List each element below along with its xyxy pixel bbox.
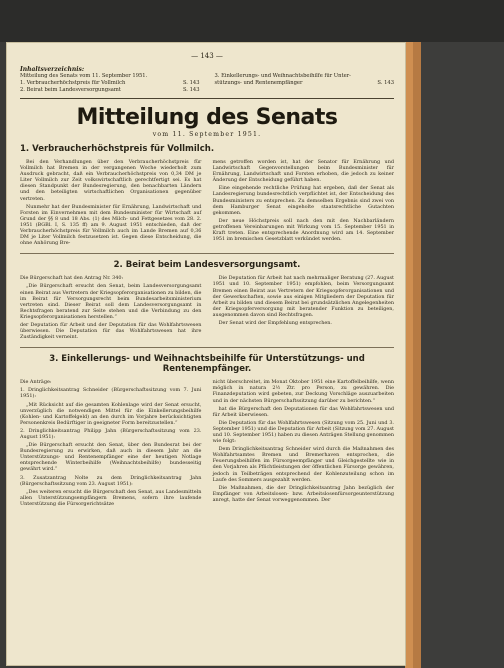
toc-item <box>214 80 394 87</box>
paragraph: 2. Dringlichkeitsantrag Philipp Jahn (Bürgerschaftssitzung vom 23. August 1951): <box>20 427 202 440</box>
section-1-heading: 1. Verbraucherhöchstpreis für Vollmilch. <box>20 144 215 154</box>
paragraph: Die Maßnahmen, die der Dringlichkeitsantrag Jahn bezüglich der Empfänger von Arbeitslosen- bzw. Arbeitslosenfürsorgeunterstützung anregt, hatte der Senat vorweggenommen. Der <box>212 484 394 503</box>
toc-item-label: 1. Verbraucherhöchstpreis für Vollmilch <box>20 80 126 86</box>
paragraph: 1. Dringlichkeitsantrag Schneider (Bürgerschaftssitzung vom 7. Juni 1951): <box>20 387 202 400</box>
section-3-heading: 3. Einkellerungs- und Weihnachtsbeihilfe für Unterstützungs- und Rentenempfänger. <box>49 354 365 375</box>
paragraph: Bei den Verhandlungen über den Verbraucherhöchstpreis für Vollmilch hat Bremen in der vergangenen Woche wiederholt zum Ausdruck gebracht, daß ein Verbraucherhöchstpreis von 0,34 DM je Liter Vollmilch zur Zeit volkswirtschaftlich gerechtfertigt sei. Es hat diesen Standpunkt der Bundesregierung, den benachbarten Ländern und den beteiligten wirtschaftlichen Organisationen gegenüber vertreten. <box>20 159 202 202</box>
toc-item-label: 2. Beirat beim Landesversorgungsamt <box>20 87 121 93</box>
toc-item-page: S. 143 <box>182 87 200 93</box>
table-of-contents <box>20 66 394 94</box>
paragraph: „Mit Rücksicht auf die gesamten Kohlenlage wird der Senat ersucht, unverzüglich die notwendigen Mittel für die Einkellerungsbeihilfe (Kohlen- und Kartoffelgeld) an den durch im Vorjahre berücksichtigten Personenkreis Bedürftiger in geeigneter Form bereitzustellen.“ <box>20 401 202 426</box>
section-2-body <box>20 275 394 342</box>
paragraph: Die Anträge: <box>20 379 52 386</box>
scanner-background-top <box>0 0 504 42</box>
page-content <box>20 52 394 509</box>
paragraph: Der Senat wird der Empfehlung entsprechen. <box>218 319 332 326</box>
section-1-body <box>20 159 394 248</box>
paragraph: Nunmehr hat der Bundesminister für Ernährung, Landwirtschaft und Forsten im Einvernehmen mit dem Bundesminister für Wirtschaft auf Grund der §§ 8 und 18 Abs. (1) des Milch- und Fettgesetzes vom 28. 2. 1951 (BGBl. I, S. 135 ff) am 9. August 1951 entschieden, daß der Verbraucherhöchstpreis für Vollmilch auch im Lande Bremen auf 0,36 DM je Liter Vollmilch festzusetzen ist. Gegen diese Entscheidung, die ohne Anhörung Bre- <box>20 203 202 247</box>
document-page <box>6 42 406 666</box>
paragraph: Die Deputation für Arbeit hat nach mehrmaliger Beratung (27. August 1951 und 10. September 1951) empfohlen, beim Versorgungsamt Bremen einen Beirat aus Vertretern der Kriegsopferorganisationen und der Gewerkschaften, sowie aus einigen Mitgliedern der Deputation für Arbeit zu bilden und diesem Beirat bei grundsätzlichen Angelegenheiten der Kriegsopferversorgung mit beratender Funktion zu beteiligen, ausgenommen davon sind Rechtsfragen. <box>212 275 394 318</box>
paragraph: mens getroffen worden ist, hat der Senator für Ernährung und Landwirtschaft Gegenvorstellungen beim Bundesminister für Ernährung, Landwirtschaft und Forsten erhoben, die jedoch zu keiner Änderung der Entscheidung geführt haben. <box>212 159 394 184</box>
toc-item-page: S. 143 <box>377 80 394 86</box>
divider <box>20 98 394 99</box>
paragraph: der Deputation für Arbeit und der Deputation für das Wohlfahrtswesen überwiesen. Die Deputation für das Wohlfahrtswesen hat ihre Zuständigkeit verneint. <box>20 321 202 341</box>
paragraph: Die Bürgerschaft hat den Antrag Nr. 340: <box>20 275 124 282</box>
scanner-background-right <box>421 42 504 668</box>
page-number: — 143 — <box>191 52 223 60</box>
toc-intro: Mitteilung des Senats vom 11. September 1951. <box>20 73 148 79</box>
toc-heading: Inhaltsverzeichnis: <box>20 66 85 73</box>
divider <box>20 253 394 254</box>
paragraph: Die Deputation für das Wohlfahrtswesen (Sitzung vom 25. Juni und 3. September 1951) und die Deputation für Arbeit (Sitzung vom 27. August und 10. September 1951) haben zu diesen Anträgen Stellung genommen wie folgt: <box>212 419 394 445</box>
section-3-body <box>20 379 394 509</box>
toc-item <box>20 87 200 94</box>
toc-item-3-line1: 3. Einkellerungs- und Weihnachtsbeihilfe für Unter- <box>214 73 351 79</box>
toc-item-label: stützungs- und Rentenempfänger <box>214 80 303 86</box>
toc-item <box>20 80 200 87</box>
section-2-heading: 2. Beirat beim Landesversorgungsamt. <box>113 260 301 271</box>
paragraph: nicht überschreitet, im Monat Oktober 1951 eine Kartoffelbeihilfe, wenn möglich in natura 2½ Ztr. pro Person, zu gewähren. Die Finanzdeputation wird gebeten, zur Deckung Vorschläge auszuarbeiten und in der nächsten Bürgerschaftssitzung darüber zu berichten.“ <box>212 379 394 404</box>
document-title: Mitteilung des Senats <box>76 105 338 130</box>
paragraph: 3. Zusatzantrag Nolte zu dem Dringlichkeitsantrag Jahn (Bürgerschaftssitzung vom 23. August 1951): <box>20 474 202 487</box>
toc-item-page: S. 143 <box>182 80 200 86</box>
book-edge <box>405 42 413 668</box>
paragraph: Der neue Höchstpreis soll nach den mit den Nachbarländern getroffenen Vereinbarungen mit Wirkung vom 15. September 1951 in Kraft treten. Eine entsprechende Anordnung wird am 14. September 1951 im bremischen Gesetzblatt verkündet werden. <box>212 217 394 243</box>
divider <box>20 347 394 348</box>
document-date: vom 11. September 1951. <box>152 131 262 138</box>
paragraph: Eine eingehende rechtliche Prüfung hat ergeben, daß der Senat als Landesregierung bundesrechtlich verpflichtet ist, der Entscheidung des Bundesministers zu entsprechen. Zu demselben Ergebnis sind zwei von dem Hamburger Senat eingeholte staatsrechtliche Gutachten gekommen. <box>212 185 394 216</box>
paragraph: Dem Dringlichkeitsantrag Schneider wird durch die Maßnahmen des Wohlfahrtsamtes Bremen und Bremerhaven entsprochen, die Feuerungsbeihilfen im Fürsorgeempfänger und Gleichgestellte wie in den Vorjahren als Pflichtleistungen der öffentlichen Fürsorge gewähren, jedoch in Teilbeträgen entsprechend der Kohlenzuteilung schon im Laufe des Sommers ausgezahlt werden. <box>212 446 394 483</box>
paragraph: „Die Bürgerschaft ersucht den Senat, über den Bundesrat bei der Bundesregierung zu erwirken, daß auch in diesem Jahr an die Unterstützungs- und Rentenempfänger eine der heutigen Notlage entsprechende Winterbeihilfe (Weihnachtsbeihilfe) bundesseitig gewährt wird.“ <box>20 442 202 473</box>
book-edge-inner <box>413 42 421 668</box>
paragraph: „Die Bürgerschaft ersucht den Senat, beim Landesversorgungsamt einen Beirat aus Vertretern der Kriegsopferorganisationen zu bilden, die im Beirat für Versorgungsrecht beim Bundesarbeitsministerium vertreten sind. Dieser Beirat soll dem Landesversorgungsamt in Rechtsfragen beratend zur Seite stehen und die Verbindung zu den Kriegsopferorganisationen herstellen.“ <box>20 283 202 320</box>
paragraph: „Des weiteren ersucht die Bürgerschaft den Senat, aus Landesmitteln allen Unterstützungsempfängern Bremens, sofern ihre laufende Unterstützung die Fürsorgerichtsätze <box>20 488 202 507</box>
paragraph: hat die Bürgerschaft den Deputationen für das Wohlfahrtswesen und für Arbeit überwiesen. <box>212 405 394 418</box>
